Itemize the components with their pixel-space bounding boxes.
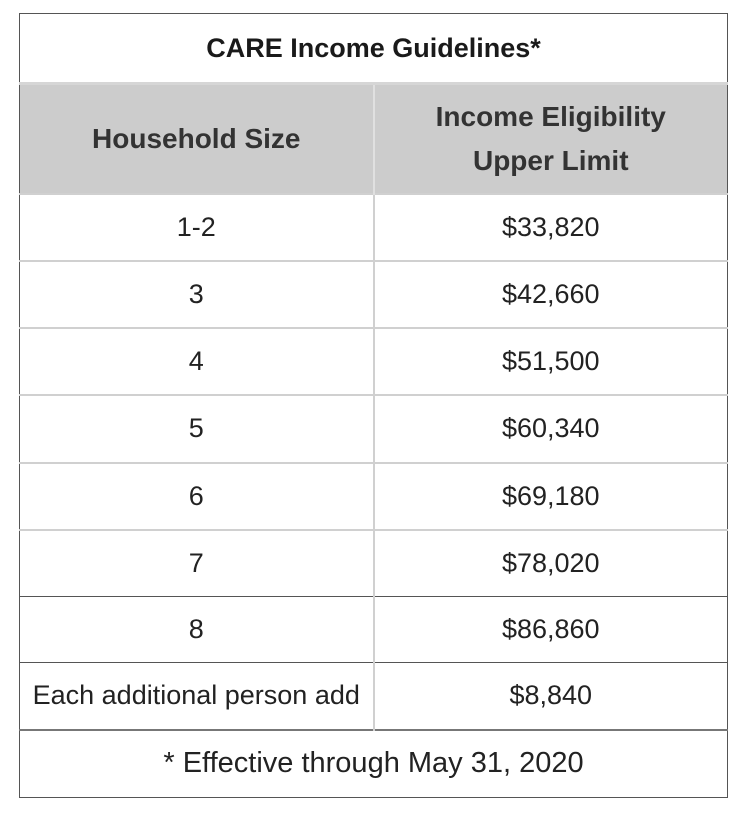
footnote-row	[20, 730, 728, 798]
household-size-cell: 4	[20, 328, 374, 395]
header-row	[20, 84, 728, 195]
table-row	[20, 530, 728, 597]
household-size-cell: 5	[20, 395, 374, 462]
income-limit-cell: $60,340	[374, 395, 728, 462]
table-row	[20, 463, 728, 530]
header-income-limit-line1: Income Eligibility	[435, 101, 666, 133]
care-income-guidelines-table	[19, 13, 728, 798]
table-row	[20, 596, 728, 662]
household-size-cell: 7	[20, 530, 374, 597]
table-title: CARE Income Guidelines*	[20, 14, 728, 84]
table-row	[20, 194, 728, 261]
household-size-cell: 8	[20, 596, 374, 662]
income-limit-cell: $51,500	[374, 328, 728, 395]
income-limit-cell: $86,860	[374, 596, 728, 662]
income-limit-cell: $42,660	[374, 261, 728, 328]
table-row	[20, 395, 728, 462]
household-size-cell: 3	[20, 261, 374, 328]
additional-person-row	[20, 662, 728, 730]
footnote: * Effective through May 31, 2020	[20, 730, 728, 798]
header-income-limit-line2: Upper Limit	[472, 145, 629, 177]
household-size-cell: 1-2	[20, 194, 374, 261]
header-household-size: Household Size	[20, 84, 374, 195]
income-limit-cell: $33,820	[374, 194, 728, 261]
household-size-cell: 6	[20, 463, 374, 530]
additional-person-limit: $8,840	[374, 662, 728, 730]
header-income-limit	[374, 84, 728, 195]
income-limit-cell: $69,180	[374, 463, 728, 530]
income-limit-cell: $78,020	[374, 530, 728, 597]
table-title-row	[20, 14, 728, 84]
table-row	[20, 261, 728, 328]
table-row	[20, 328, 728, 395]
additional-person-label: Each additional person add	[20, 662, 374, 730]
